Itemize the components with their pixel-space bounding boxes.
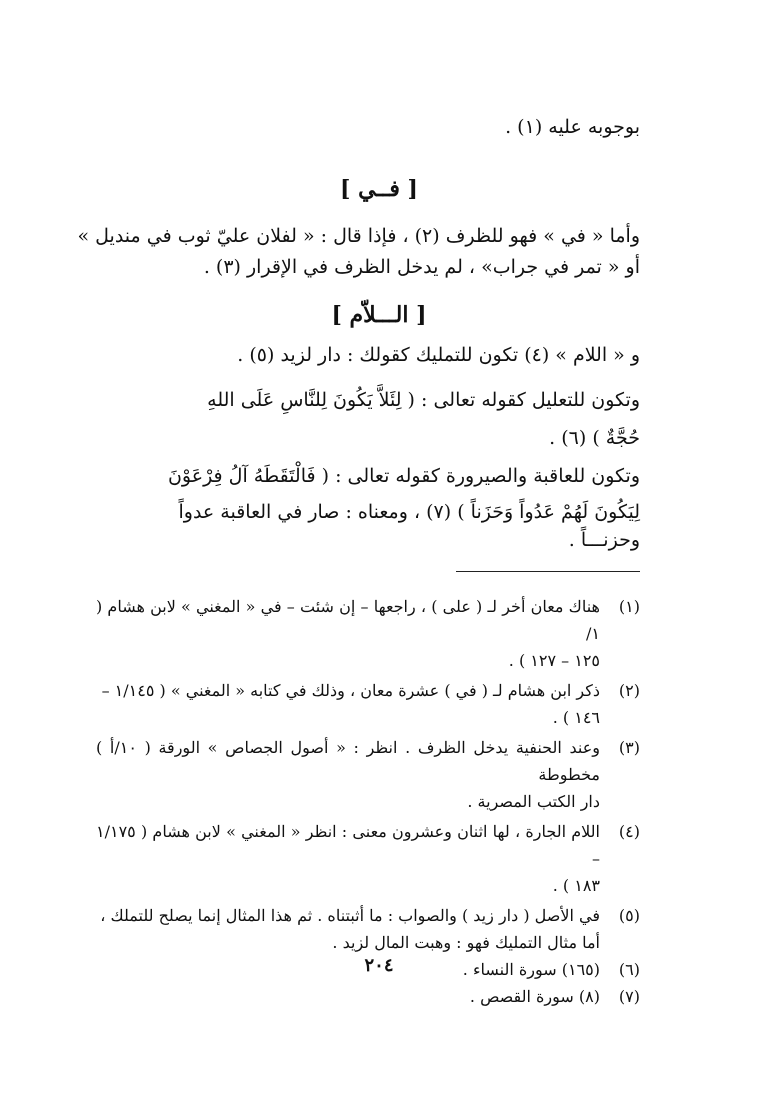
lam-paragraph-line-3: حُجَّةٌ ) (٦) . <box>549 427 640 449</box>
footnote-number: (١) <box>618 597 640 616</box>
lam-paragraph-line-6: وحزنـــاً . <box>568 529 640 551</box>
footnote-item <box>96 902 640 956</box>
lam-paragraph-line-4: وتكون للعاقبة والصيرورة كقوله تعالى : ( فَالْتَقَطَهُ آلُ فِرْعَوْنَ <box>167 465 640 487</box>
lam-paragraph-line-1: و « اللام » (٤) تكون للتمليك كقولك : دار لزيد (٥) . <box>237 344 640 366</box>
page-number: ٢٠٤ <box>364 955 394 976</box>
footnote-text: هناك معان أخر لـ ( على ) ، راجعها – إن شئت – في « المغني » لابن هشام ( ١/ <box>96 597 600 643</box>
footnote-text: (٨) سورة القصص . <box>469 987 600 1006</box>
footnote-item <box>96 818 640 899</box>
section-heading-fi: [ فــي ] <box>340 176 418 202</box>
lam-paragraph-line-2: وتكون للتعليل كقوله تعالى : ( لِئَلاَّ يَكُونَ لِلنَّاسِ عَلَى اللهِ <box>207 389 640 411</box>
footnote-number: (٦) <box>618 960 640 979</box>
footnote-number: (٢) <box>618 681 640 700</box>
footnote-continuation: ١٢٥ – ١٢٧ ) . <box>508 651 600 670</box>
footnote-continuation: دار الكتب المصرية . <box>467 792 600 811</box>
footnote-text: (١٦٥) سورة النساء . <box>462 960 600 979</box>
footnote-item <box>96 677 640 731</box>
footnote-text: وعند الحنفية يدخل الظرف . انظر : « أصول الجصاص » الورقة ( ١٠/أ ) مخطوطة <box>96 738 600 784</box>
footnotes-list <box>96 593 640 1010</box>
footnote-continuation: ١٨٣ ) . <box>552 876 600 895</box>
footnote-text: ذكر ابن هشام لـ ( في ) عشرة معان ، وذلك في كتابه « المغني » ( ١/١٤٥ – <box>101 681 600 700</box>
footnote-item <box>96 983 640 1010</box>
footnote-number: (٤) <box>618 822 640 841</box>
footnote-item <box>96 734 640 815</box>
section-heading-lam: [ الـــلاّم ] <box>331 302 427 328</box>
footnote-text: اللام الجارة ، لها اثنان وعشرون معنى : انظر « المغني » لابن هشام ( ١/١٧٥ – <box>96 822 601 868</box>
footnote-number: (٥) <box>618 906 640 925</box>
fi-paragraph-line-1: وأما « في » فهو للظرف (٢) ، فإذا قال : « لفلان عليّ ثوب في منديل » <box>77 225 640 247</box>
footnote-continuation: أما مثال التمليك فهو : وهبت المال لزيد . <box>332 933 600 952</box>
footnote-item <box>96 593 640 674</box>
fi-paragraph-line-2: أو « تمر في جراب» ، لم يدخل الظرف في الإقرار (٣) . <box>203 256 640 278</box>
footnote-separator <box>456 571 640 572</box>
footnote-number: (٧) <box>618 987 640 1006</box>
lam-paragraph-line-5: لِيَكُونَ لَهُمْ عَدُواً وَحَزَناً ) (٧) ، ومعناه : صار في العاقبة عدواً <box>178 501 640 523</box>
footnote-number: (٣) <box>618 738 640 757</box>
footnote-continuation: ١٤٦ ) . <box>552 708 600 727</box>
footnote-text: في الأصل ( دار زيد ) والصواب : ما أثبتناه . ثم هذا المثال إنما يصلح للتملك ، <box>100 906 600 925</box>
intro-line: بوجوبه عليه (١) . <box>505 116 640 138</box>
